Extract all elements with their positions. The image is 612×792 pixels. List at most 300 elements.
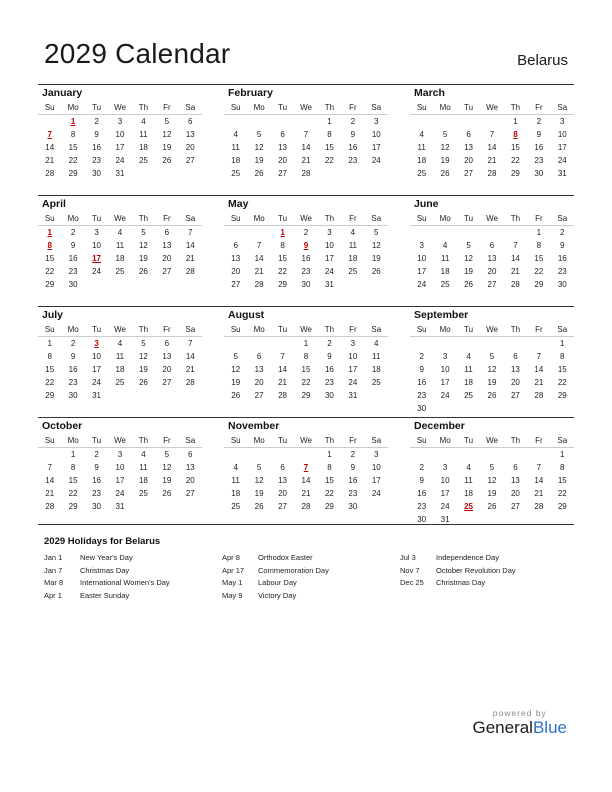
day: 27 [231, 280, 241, 289]
empty-cell [247, 337, 270, 350]
empty-cell [224, 226, 247, 239]
empty-cell [224, 337, 247, 350]
empty-cell [410, 337, 433, 350]
day: 10 [371, 130, 381, 139]
empty-cell [410, 226, 433, 239]
holiday-name: Victory Day [258, 590, 297, 600]
holiday-date: Dec 25 [400, 578, 424, 588]
brand-logo [472, 708, 567, 738]
day: 18 [231, 489, 241, 498]
holiday-day: 25 [464, 502, 474, 511]
day: 16 [324, 365, 334, 374]
brand-name-a: General [472, 718, 533, 737]
day: 25 [138, 489, 148, 498]
day: 13 [278, 476, 288, 485]
day: 10 [557, 130, 567, 139]
day: 21 [185, 365, 195, 374]
day: 9 [70, 352, 76, 361]
day: 18 [348, 254, 358, 263]
day-grid [224, 323, 388, 402]
day: 23 [68, 267, 78, 276]
day: 20 [254, 378, 264, 387]
day: 17 [371, 143, 381, 152]
weekday-header: Th [132, 101, 155, 115]
weekday-header: Mo [61, 212, 84, 226]
day: 28 [534, 502, 544, 511]
day: 21 [301, 156, 311, 165]
day: 22 [534, 267, 544, 276]
day: 8 [560, 352, 565, 361]
day: 1 [536, 228, 542, 237]
empty-cell [38, 448, 61, 461]
holiday-date: Mar 8 [44, 578, 64, 588]
day: 14 [185, 241, 195, 250]
holiday-item [222, 577, 329, 590]
weekday-header: Mo [433, 212, 456, 226]
weekday-header: Tu [457, 434, 480, 448]
month-name: January [42, 87, 83, 99]
day: 15 [68, 476, 78, 485]
day: 13 [510, 476, 520, 485]
divider [38, 524, 574, 525]
holiday-day: 1 [47, 228, 52, 237]
month-may [224, 198, 388, 291]
day: 10 [115, 130, 125, 139]
day: 25 [348, 267, 358, 276]
day: 22 [278, 267, 288, 276]
holiday-day: 1 [280, 228, 285, 237]
weekday-header: Sa [179, 323, 202, 337]
day: 28 [301, 502, 311, 511]
day: 20 [464, 156, 474, 165]
holiday-date: Jan 1 [44, 553, 63, 562]
holiday-name: Orthodox Easter [258, 553, 313, 562]
day: 24 [440, 502, 450, 511]
country-label: Belarus [517, 52, 568, 69]
day: 12 [371, 241, 381, 250]
day: 8 [536, 241, 542, 250]
day: 8 [70, 130, 76, 139]
day: 1 [303, 339, 309, 348]
day: 6 [466, 130, 471, 139]
month-row [38, 417, 574, 528]
holiday-item [222, 590, 329, 603]
day: 12 [464, 254, 474, 263]
day: 12 [254, 143, 264, 152]
day: 10 [348, 352, 358, 361]
day: 2 [536, 117, 542, 126]
day: 24 [92, 267, 102, 276]
weekday-header: Tu [457, 101, 480, 115]
day: 14 [45, 476, 55, 485]
day: 29 [510, 169, 520, 178]
day-grid [38, 434, 202, 513]
weekday-header: Su [410, 212, 433, 226]
empty-cell [480, 448, 503, 461]
day: 9 [419, 476, 424, 485]
day: 27 [278, 502, 288, 511]
day: 22 [301, 378, 311, 387]
empty-cell [457, 337, 480, 350]
day: 3 [442, 463, 448, 472]
day: 4 [233, 463, 238, 472]
day: 16 [534, 143, 544, 152]
day: 20 [162, 254, 172, 263]
day: 22 [557, 489, 567, 498]
day: 10 [440, 476, 450, 485]
day: 13 [278, 143, 288, 152]
holiday-name: October Revolution Day [436, 565, 516, 575]
day: 17 [115, 143, 125, 152]
empty-cell [433, 448, 456, 461]
day: 19 [487, 489, 497, 498]
weekday-header: Mo [61, 101, 84, 115]
day: 1 [560, 339, 565, 348]
day: 5 [442, 130, 448, 139]
day: 18 [464, 378, 474, 387]
day: 24 [371, 156, 381, 165]
day: 2 [350, 450, 356, 459]
holiday-item [222, 565, 329, 578]
day: 23 [557, 267, 567, 276]
day: 27 [162, 378, 172, 387]
day: 14 [510, 254, 520, 263]
day: 3 [94, 228, 99, 237]
day: 13 [231, 254, 241, 263]
day: 2 [327, 339, 332, 348]
day: 15 [534, 254, 544, 263]
weekday-header: Th [504, 101, 527, 115]
day: 11 [348, 241, 357, 250]
day: 25 [115, 378, 125, 387]
day: 10 [440, 365, 450, 374]
month-march [410, 87, 574, 180]
weekday-header: Th [318, 101, 341, 115]
weekday-header: Fr [155, 101, 178, 115]
day: 31 [115, 169, 125, 178]
day: 6 [233, 241, 238, 250]
day: 11 [440, 254, 450, 263]
day: 6 [513, 463, 518, 472]
holiday-name: Labour Day [258, 578, 297, 588]
day: 13 [185, 130, 195, 139]
weekday-header: Th [318, 323, 341, 337]
day: 17 [371, 476, 381, 485]
day: 28 [278, 391, 288, 400]
weekday-header: Su [224, 212, 247, 226]
weekday-header: Th [504, 323, 527, 337]
day: 26 [162, 156, 172, 165]
weekday-header: Fr [341, 212, 364, 226]
day: 27 [185, 489, 195, 498]
weekday-header: We [294, 323, 317, 337]
day: 22 [45, 378, 55, 387]
day: 17 [348, 365, 358, 374]
day: 26 [162, 489, 172, 498]
holiday-date: Apr 8 [222, 553, 240, 562]
day: 14 [278, 365, 288, 374]
day: 27 [185, 156, 195, 165]
weekday-header: Su [410, 323, 433, 337]
month-june [410, 198, 574, 291]
day: 25 [138, 156, 148, 165]
day-grid [38, 101, 202, 180]
day: 13 [162, 241, 172, 250]
day: 7 [489, 130, 495, 139]
day: 21 [45, 489, 55, 498]
day: 7 [536, 463, 542, 472]
day: 22 [45, 267, 55, 276]
day: 16 [301, 254, 311, 263]
day-grid [410, 212, 574, 291]
weekday-header: Sa [551, 434, 574, 448]
day: 21 [510, 267, 520, 276]
empty-cell [247, 115, 270, 128]
weekday-header: Sa [551, 212, 574, 226]
day: 20 [231, 267, 241, 276]
day: 7 [188, 228, 193, 237]
day: 12 [162, 463, 172, 472]
month-name: May [228, 198, 249, 210]
weekday-header: Mo [61, 323, 84, 337]
day: 29 [534, 280, 544, 289]
holiday-name: Easter Sunday [80, 590, 130, 600]
day: 18 [464, 489, 474, 498]
day: 16 [92, 476, 102, 485]
day: 4 [466, 352, 471, 361]
empty-cell [457, 115, 480, 128]
day: 12 [162, 130, 172, 139]
day: 11 [231, 143, 240, 152]
day: 16 [417, 378, 427, 387]
day: 22 [557, 378, 567, 387]
holiday-date: Nov 7 [400, 565, 420, 575]
day: 4 [466, 463, 471, 472]
day: 11 [115, 352, 125, 361]
day: 26 [371, 267, 381, 276]
empty-cell [294, 115, 317, 128]
empty-cell [480, 115, 503, 128]
holiday-day: 8 [47, 241, 52, 250]
day: 10 [417, 254, 427, 263]
weekday-header: Mo [247, 323, 270, 337]
empty-cell [504, 337, 527, 350]
day: 17 [557, 143, 567, 152]
day: 24 [324, 267, 334, 276]
day: 24 [348, 378, 358, 387]
day: 12 [440, 143, 450, 152]
day: 23 [348, 156, 358, 165]
day: 29 [557, 502, 567, 511]
day: 4 [141, 450, 146, 459]
day: 24 [371, 489, 381, 498]
empty-cell [504, 226, 527, 239]
day: 29 [557, 391, 567, 400]
weekday-header: Fr [155, 212, 178, 226]
weekday-header: We [108, 434, 131, 448]
day: 20 [278, 489, 288, 498]
day: 8 [560, 463, 565, 472]
weekday-header: Mo [433, 101, 456, 115]
empty-cell [38, 115, 61, 128]
weekday-header: Fr [527, 101, 550, 115]
day: 23 [348, 489, 358, 498]
day: 31 [557, 169, 567, 178]
weekday-header: Su [38, 212, 61, 226]
empty-cell [527, 448, 550, 461]
day: 26 [138, 378, 148, 387]
day: 28 [301, 169, 311, 178]
day: 17 [440, 378, 450, 387]
day: 30 [417, 515, 427, 524]
day: 29 [68, 169, 78, 178]
weekday-header: Mo [61, 434, 84, 448]
day: 18 [138, 476, 148, 485]
day: 12 [487, 365, 497, 374]
month-name: June [414, 198, 439, 210]
weekday-header: Tu [271, 434, 294, 448]
day: 21 [254, 267, 264, 276]
day: 23 [68, 378, 78, 387]
day: 7 [280, 352, 285, 361]
weekday-header: Mo [247, 212, 270, 226]
day: 5 [466, 241, 471, 250]
day: 10 [324, 241, 334, 250]
day: 1 [47, 339, 52, 348]
day: 13 [510, 365, 520, 374]
weekday-header: Sa [365, 212, 388, 226]
month-january [38, 87, 202, 180]
day: 28 [45, 169, 55, 178]
day: 28 [185, 378, 195, 387]
day: 5 [141, 228, 146, 237]
month-name: March [414, 87, 445, 99]
day: 5 [489, 352, 495, 361]
weekday-header: Su [224, 101, 247, 115]
weekday-header: Mo [247, 434, 270, 448]
day: 1 [70, 450, 76, 459]
day: 27 [510, 391, 520, 400]
day: 31 [440, 515, 450, 524]
day: 26 [464, 280, 474, 289]
empty-cell [433, 115, 456, 128]
weekday-header: Su [224, 323, 247, 337]
empty-cell [480, 337, 503, 350]
day: 2 [419, 352, 424, 361]
month-november [224, 420, 388, 513]
day: 10 [92, 352, 102, 361]
holiday-date: Jul 3 [400, 553, 416, 562]
day: 25 [464, 391, 474, 400]
day: 2 [70, 339, 76, 348]
day: 21 [301, 489, 311, 498]
day: 25 [231, 169, 241, 178]
day-grid [410, 101, 574, 180]
empty-cell [457, 226, 480, 239]
month-row [38, 306, 574, 417]
day: 24 [557, 156, 567, 165]
weekday-header: Fr [527, 434, 550, 448]
powered-by-text: powered by [492, 708, 547, 718]
day: 6 [188, 117, 193, 126]
month-name: December [414, 420, 465, 432]
empty-cell [294, 448, 317, 461]
day: 2 [350, 117, 356, 126]
day: 11 [417, 143, 426, 152]
weekday-header: We [108, 101, 131, 115]
day-grid [410, 434, 574, 526]
empty-cell [271, 337, 294, 350]
day: 9 [560, 241, 565, 250]
day: 5 [256, 463, 262, 472]
weekday-header: Fr [155, 323, 178, 337]
day-grid [224, 212, 388, 291]
day: 13 [487, 254, 497, 263]
day: 3 [442, 352, 448, 361]
holiday-item [222, 552, 329, 565]
day: 15 [324, 143, 334, 152]
day: 17 [440, 489, 450, 498]
day: 29 [68, 502, 78, 511]
day: 11 [464, 476, 473, 485]
day: 12 [487, 476, 497, 485]
weekday-header: Su [410, 434, 433, 448]
day: 11 [464, 365, 473, 374]
day: 16 [68, 365, 78, 374]
month-name: September [414, 309, 469, 321]
day: 3 [117, 117, 123, 126]
weekday-header: Mo [433, 434, 456, 448]
holiday-column [222, 552, 329, 602]
holiday-date: May 9 [222, 590, 243, 600]
holiday-item [400, 577, 516, 590]
holiday-day: 7 [303, 463, 309, 472]
day: 14 [185, 352, 195, 361]
holiday-name: New Year's Day [80, 553, 133, 562]
day: 4 [442, 241, 448, 250]
day: 15 [278, 254, 288, 263]
holiday-item [44, 577, 170, 590]
day: 6 [489, 241, 495, 250]
empty-cell [480, 226, 503, 239]
day: 30 [301, 280, 311, 289]
day: 21 [45, 156, 55, 165]
day: 5 [256, 130, 262, 139]
day: 28 [45, 502, 55, 511]
day: 14 [45, 143, 55, 152]
day: 9 [419, 365, 424, 374]
holiday-day: 8 [513, 130, 518, 139]
day: 7 [513, 241, 518, 250]
day: 27 [487, 280, 497, 289]
day: 4 [350, 228, 356, 237]
month-july [38, 309, 202, 402]
weekday-header: Fr [155, 434, 178, 448]
weekday-header: Sa [179, 434, 202, 448]
day: 29 [324, 502, 334, 511]
day: 29 [45, 391, 55, 400]
day: 1 [327, 117, 332, 126]
weekday-header: Su [224, 434, 247, 448]
day: 19 [231, 378, 241, 387]
day: 17 [417, 267, 427, 276]
month-name: October [42, 420, 83, 432]
weekday-header: Sa [551, 323, 574, 337]
day-grid [38, 212, 202, 291]
weekday-header: Tu [271, 101, 294, 115]
day: 8 [70, 463, 76, 472]
weekday-header: Th [132, 434, 155, 448]
